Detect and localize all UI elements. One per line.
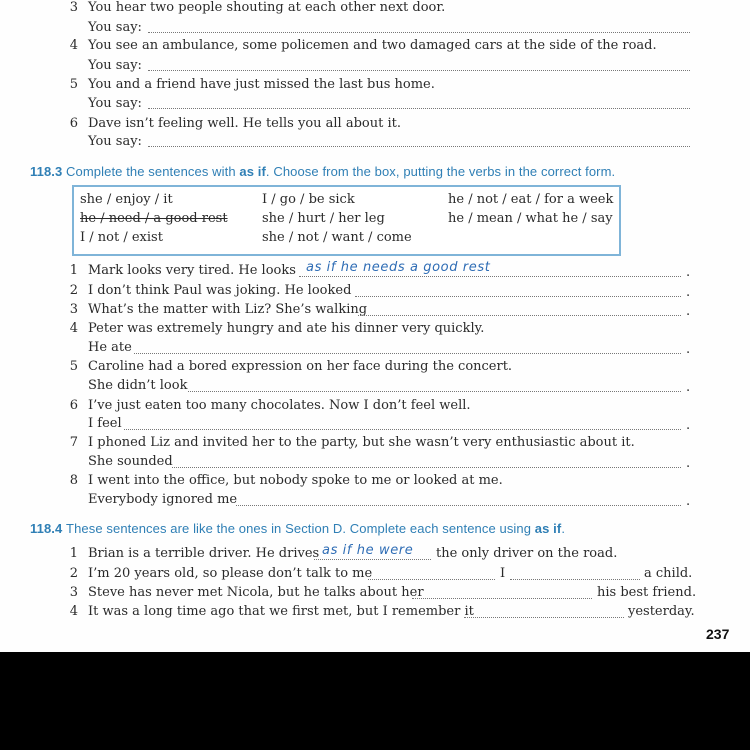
box-phrase: she / not / want / come: [262, 230, 412, 245]
box-phrase: she / hurt / her leg: [262, 211, 385, 226]
answer-line[interactable]: [148, 70, 690, 71]
box-phrase: I / not / exist: [80, 230, 163, 245]
box-phrase-used: he / need / a good rest: [80, 211, 228, 226]
answer-line[interactable]: [172, 467, 681, 468]
box-phrase: he / not / eat / for a week: [448, 192, 614, 207]
answer-line[interactable]: [368, 579, 495, 580]
workbook-page: 3 You hear two people shouting at each other next door. You say: 4 You see an ambulance, some policemen and two damaged cars at the side of the road. You say: 5 You and a friend have just missed the last bus home. You say: 6 Dave isn’t feeling well. He tells you all about it. You say: 118.3 Complete the sentences with as if. Choose from the box, putting the verbs in the correct form. she / enjoy / it I / go / be sick he / not / eat / for a week he / need / a good rest she / hurt / her leg he / mean / what he / say I / not / exist she / not / want / come 1 Mark looks very tired. He looks as if he needs a good rest . 2 I don’t think Paul was joking. He looked . 3 What’s the matter with Liz? She’s walking . 4 Peter was extremely hungry and ate his dinner very quickly. He ate . 5 Caroline had a bored expression on her face during the concert. She didn’t look . 6 I’ve just eaten too many chocolates. Now I don’t feel well. I feel . 7 I phoned Liz and invited her to the party, but she wasn’t very enthusiastic about it. She sounded . 8 I went into the office, but nobody spoke to me or looked at me. Everybody ignored me . 118.4 These sentences are like the ones in Section D. Complete each sentence using as if. 1 Brian is a terrible driver. He drives as if he were the only driver on the road. 2 I’m 20 years old, so please don’t talk to me I a child. 3 Steve has never met Nicola, but he talks about her his best friend. 4 It was a long time ago that we first met, but I remember it yesterday. 237: [0, 0, 750, 652]
box-phrase: he / mean / what he / say: [448, 211, 613, 226]
answer-line[interactable]: [236, 505, 681, 506]
answer-line[interactable]: [124, 429, 681, 430]
answer-line[interactable]: [464, 617, 624, 618]
answer-line[interactable]: [412, 598, 592, 599]
answer-line[interactable]: [314, 559, 431, 560]
answer-line[interactable]: [355, 296, 681, 297]
handwritten-answer: as if he were: [322, 543, 414, 558]
answer-line[interactable]: [510, 579, 640, 580]
box-phrase: I / go / be sick: [262, 192, 355, 207]
answer-line[interactable]: [134, 353, 681, 354]
word-box: [72, 185, 621, 256]
answer-line[interactable]: [358, 315, 681, 316]
exercise-118-3-heading: 118.3 Complete the sentences with as if. Choose from the box, putting the verbs in the correct form.: [30, 164, 616, 179]
answer-line[interactable]: [148, 108, 690, 109]
box-phrase: she / enjoy / it: [80, 192, 173, 207]
answer-line[interactable]: [148, 146, 690, 147]
handwritten-answer: as if he needs a good rest: [306, 260, 491, 275]
answer-line[interactable]: [299, 276, 681, 277]
answer-line[interactable]: [188, 391, 681, 392]
exercise-118-4-heading: 118.4 These sentences are like the ones in Section D. Complete each sentence using as if.: [30, 521, 566, 536]
answer-line[interactable]: [148, 32, 690, 33]
page-number: 237: [706, 626, 730, 642]
